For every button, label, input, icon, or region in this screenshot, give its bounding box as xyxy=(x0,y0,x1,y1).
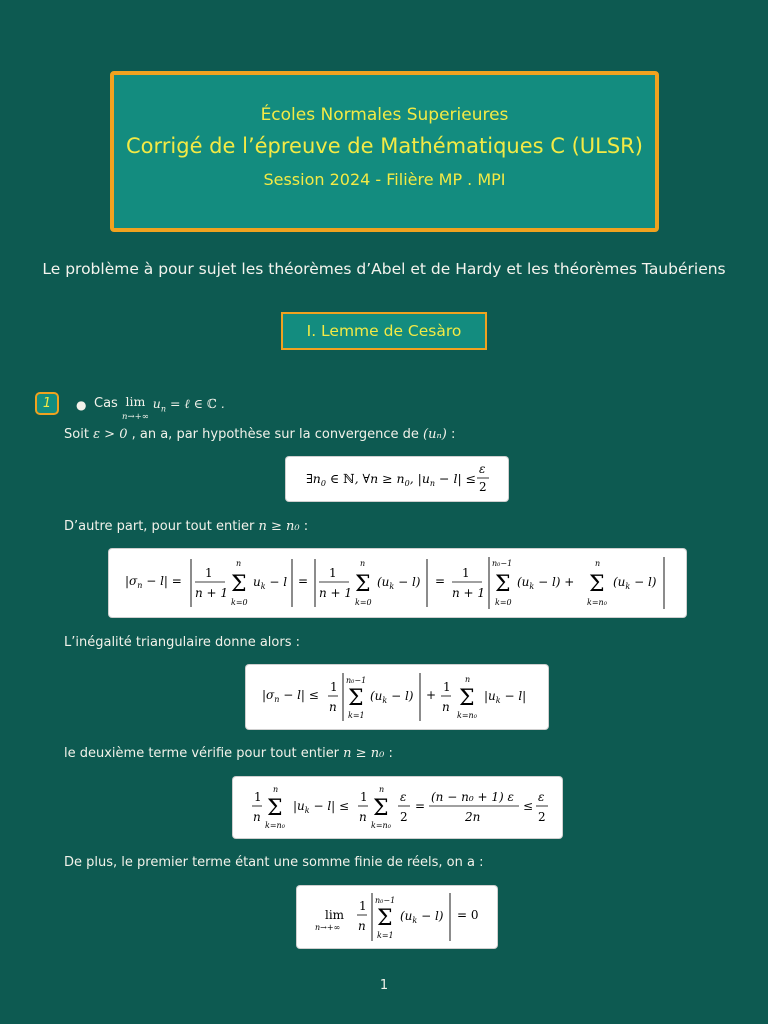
svg-text:n + 1: n + 1 xyxy=(195,586,229,600)
svg-text:n: n xyxy=(595,559,601,568)
formula-1 xyxy=(286,457,508,501)
question-number-badge: 1 xyxy=(35,392,59,415)
svg-text:k=0: k=0 xyxy=(231,598,248,607)
svg-text:2: 2 xyxy=(400,810,408,824)
svg-text:= 0: = 0 xyxy=(457,908,479,922)
svg-text:n: n xyxy=(359,810,367,824)
page-number: 1 xyxy=(379,978,389,993)
svg-text:n: n xyxy=(253,810,261,824)
svg-text:Σ: Σ xyxy=(267,796,283,821)
formula-2 xyxy=(109,549,686,617)
svg-text:Σ: Σ xyxy=(231,572,247,597)
svg-text:(uk − l) +: $(u_k - l)$ + xyxy=(517,575,575,591)
formula-box-1 xyxy=(286,457,508,501)
svg-text:k=n₀: k=n₀ xyxy=(265,821,285,830)
svg-text:2n: 2n xyxy=(465,810,481,824)
formula-3 xyxy=(246,665,548,729)
svg-text:1: 1 xyxy=(330,680,338,694)
svg-text:ε: ε xyxy=(479,462,486,476)
svg-text:n: n xyxy=(465,675,471,684)
bullet-icon: ● xyxy=(76,398,87,412)
svg-text:1: 1 xyxy=(329,566,337,580)
svg-text:n: n xyxy=(360,559,366,568)
svg-text:n + 1: n + 1 xyxy=(319,586,353,600)
svg-text:(uk − l): $(u_k - l)$ xyxy=(613,575,657,591)
svg-text:n→+∞: n→+∞ xyxy=(315,923,341,932)
svg-text:ε: ε xyxy=(400,790,407,804)
formula-box-3 xyxy=(246,665,548,729)
text-line-1: Soit ε > 0 , an a, par hypothèse sur la convergence de (uₙ) : xyxy=(64,427,456,442)
svg-text:(n − n₀ + 1) ε: (n − n₀ + 1) ε xyxy=(431,790,514,804)
svg-text:1: 1 xyxy=(462,566,470,580)
svg-text:k=0: k=0 xyxy=(355,598,372,607)
title-banner xyxy=(110,71,659,232)
svg-text:|σn − l| ≤: $|\sigma_n - l|$ ≤ xyxy=(262,688,319,704)
svg-text:|σn − l| =: $|\sigma_n - l|$ = xyxy=(125,574,182,590)
svg-text:lim: lim xyxy=(325,908,345,922)
svg-text:n₀−1: n₀−1 xyxy=(375,896,396,905)
svg-text:k=n₀: k=n₀ xyxy=(587,598,607,607)
svg-text:=: = xyxy=(298,574,309,588)
svg-text:n + 1: n + 1 xyxy=(452,586,486,600)
svg-text:Σ: Σ xyxy=(459,686,475,711)
svg-text:n: n xyxy=(358,919,366,933)
svg-text:Σ: Σ xyxy=(373,796,389,821)
svg-text:ε: ε xyxy=(538,790,545,804)
svg-text:n₀−1: n₀−1 xyxy=(346,676,367,685)
svg-text:k=1: k=1 xyxy=(377,931,394,940)
svg-text:Σ: Σ xyxy=(355,572,371,597)
section-heading: I. Lemme de Cesàro xyxy=(281,312,487,350)
svg-text:1: 1 xyxy=(205,566,213,580)
formula-5 xyxy=(297,886,497,948)
svg-text:k=n₀: k=n₀ xyxy=(371,821,391,830)
text-line-3: L’inégalité triangulaire donne alors : xyxy=(64,635,300,650)
case-math: lim n→+∞ $u_n$ = ℓ ∈ ℂ . xyxy=(122,394,225,422)
svg-text:k=1: k=1 xyxy=(348,711,365,720)
formula-box-2 xyxy=(109,549,686,617)
intro-text: Le problème à pour sujet les théorèmes d’Abel et de Hardy et les théorèmes Taubériens xyxy=(42,260,726,278)
svg-text:(uk − l): $(u_k - l)$ xyxy=(400,909,444,925)
formula-box-4 xyxy=(233,777,562,838)
svg-text:k=n₀: k=n₀ xyxy=(457,711,477,720)
document-title: Corrigé de l’épreuve de Mathématiques C (ULSR) xyxy=(126,134,643,158)
svg-text:n: n xyxy=(442,700,450,714)
text-line-2: D’autre part, pour tout entier n ≥ n₀ : xyxy=(64,519,309,534)
svg-text:n: n xyxy=(379,785,385,794)
svg-text:uk − l: $u_k - l$ xyxy=(253,575,288,591)
svg-text:1: 1 xyxy=(443,680,451,694)
school-name: Écoles Normales Superieures xyxy=(260,105,509,125)
svg-text:2: 2 xyxy=(538,810,546,824)
svg-text:n₀−1: n₀−1 xyxy=(492,559,513,568)
svg-text:|uk − l|: $|u_k - l|$ xyxy=(484,689,527,705)
svg-text:n: n xyxy=(329,700,337,714)
text-line-4: le deuxième terme vérifie pour tout entier n ≥ n₀ : xyxy=(64,746,393,761)
svg-text:2: 2 xyxy=(479,480,487,494)
case-label: Cas xyxy=(94,396,118,411)
svg-text:n: n xyxy=(273,785,279,794)
svg-text:∃n0 ∈ ℕ, ∀n ≥ n0, |un − l| ≤: $\exists n_0$ ∈ ℕ, ∀n ≥ $n_0$, $|u_n - l|$ ≤ xyxy=(306,471,477,488)
svg-text:k=0: k=0 xyxy=(495,598,512,607)
svg-text:=: = xyxy=(435,574,446,588)
svg-text:n: n xyxy=(236,559,242,568)
svg-text:+: + xyxy=(426,688,437,702)
svg-text:1: 1 xyxy=(360,790,368,804)
svg-text:≤: ≤ xyxy=(523,799,534,813)
svg-text:1: 1 xyxy=(254,790,262,804)
svg-text:Σ: Σ xyxy=(377,906,393,931)
formula-4 xyxy=(233,777,562,838)
svg-text:Σ: Σ xyxy=(348,686,364,711)
svg-text:(uk − l): $(u_k - l)$ xyxy=(377,575,421,591)
svg-text:Σ: Σ xyxy=(495,572,511,597)
svg-text:=: = xyxy=(415,799,426,813)
text-line-5: De plus, le premier terme étant une somme finie de réels, on a : xyxy=(64,855,484,870)
svg-text:1: 1 xyxy=(359,899,367,913)
session-info: Session 2024 - Filière MP . MPI xyxy=(263,170,506,189)
formula-box-5 xyxy=(297,886,497,948)
svg-text:(uk − l): $(u_k - l)$ xyxy=(370,689,414,705)
svg-text:|uk − l| ≤: $|u_k - l|$ ≤ xyxy=(293,799,350,815)
svg-text:Σ: Σ xyxy=(589,572,605,597)
